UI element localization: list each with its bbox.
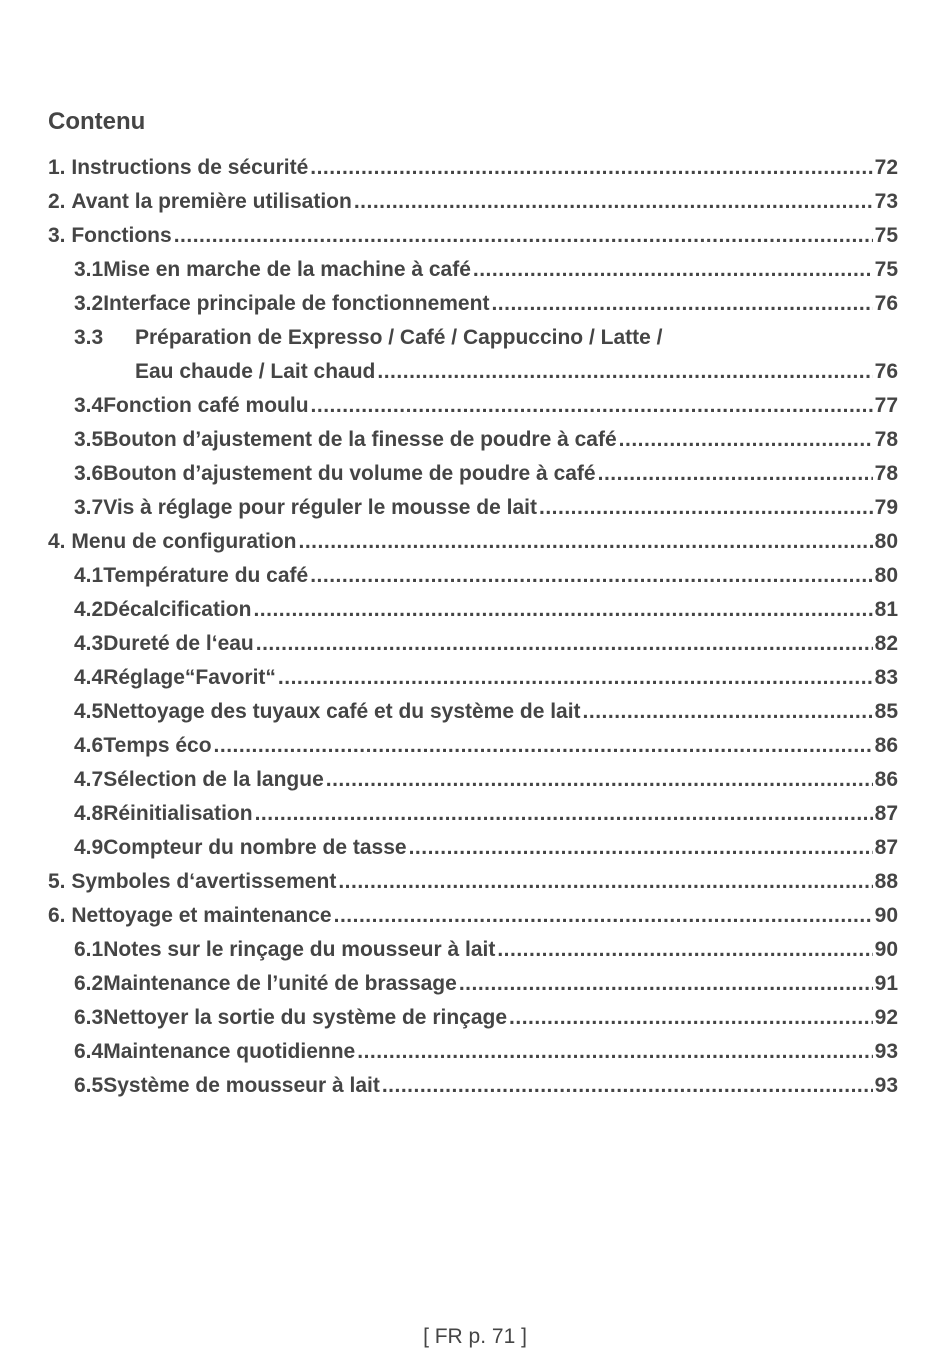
toc-entry-number: 2. — [48, 190, 66, 213]
dot-leader — [338, 870, 872, 894]
toc-entry-title: Préparation de Expresso / Café / Cappuccino / Latte / — [135, 326, 663, 349]
table-of-contents — [48, 156, 898, 1108]
dot-leader — [326, 768, 873, 792]
toc-entry-title: Fonction café moulu — [103, 394, 309, 417]
toc-entry-title: Fonctions — [71, 224, 172, 247]
toc-entry[interactable] — [48, 870, 898, 904]
toc-entry-number: 6.2 — [74, 972, 104, 995]
toc-entry-page: 76 — [874, 360, 898, 383]
toc-entry-number: 3.6 — [74, 462, 104, 485]
toc-entry-title: Décalcification — [103, 598, 252, 621]
dot-leader — [598, 462, 873, 486]
dot-leader — [311, 394, 873, 418]
toc-entry-title: Température du café — [103, 564, 309, 587]
toc-entry-page: 93 — [874, 1040, 898, 1063]
toc-entry-title: Temps éco — [103, 734, 212, 757]
toc-entry[interactable] — [48, 462, 898, 496]
toc-entry[interactable] — [48, 904, 898, 938]
toc-entry-title: Notes sur le rinçage du mousseur à lait — [103, 938, 496, 961]
toc-entry-page: 80 — [874, 530, 898, 553]
toc-entry-number: 6.4 — [74, 1040, 104, 1063]
toc-entry-title: Menu de configuration — [71, 530, 297, 553]
toc-entry-page: 79 — [874, 496, 898, 519]
toc-entry[interactable] — [48, 666, 898, 700]
toc-entry[interactable] — [48, 326, 898, 360]
dot-leader — [334, 904, 873, 928]
dot-leader — [299, 530, 873, 554]
dot-leader — [310, 156, 872, 180]
toc-entry[interactable] — [48, 428, 898, 462]
toc-entry[interactable] — [48, 768, 898, 802]
toc-entry[interactable] — [48, 190, 898, 224]
toc-entry-page: 80 — [874, 564, 898, 587]
toc-entry-number: 3.4 — [74, 394, 104, 417]
toc-entry-number: 6. — [48, 904, 66, 927]
toc-entry-page: 86 — [874, 768, 898, 791]
page-title: Contenu — [48, 108, 146, 135]
toc-entry-title: Nettoyage et maintenance — [71, 904, 332, 927]
toc-entry-page: 81 — [874, 598, 898, 621]
dot-leader — [174, 224, 873, 248]
toc-entry[interactable] — [48, 802, 898, 836]
toc-entry[interactable] — [48, 224, 898, 258]
dot-leader — [354, 190, 873, 214]
toc-entry-page: 83 — [874, 666, 898, 689]
dot-leader — [377, 360, 872, 384]
toc-entry-page: 87 — [874, 802, 898, 825]
toc-entry-title: Bouton d’ajustement de la finesse de poudre à café — [103, 428, 617, 451]
toc-entry-title: Compteur du nombre de tasse — [103, 836, 407, 859]
toc-entry-title: Interface principale de fonctionnement — [103, 292, 490, 315]
toc-entry-title: Dureté de l‘eau — [103, 632, 254, 655]
dot-leader — [357, 1040, 872, 1064]
toc-entry-page: 77 — [874, 394, 898, 417]
toc-entry-number: 6.5 — [74, 1074, 104, 1097]
toc-entry[interactable] — [48, 1006, 898, 1040]
toc-entry-title: Système de mousseur à lait — [103, 1074, 380, 1097]
toc-entry-page: 72 — [874, 156, 898, 179]
dot-leader — [253, 598, 872, 622]
dot-leader — [255, 802, 873, 826]
dot-leader — [619, 428, 873, 452]
toc-entry-number: 3.3 — [74, 326, 104, 349]
toc-entry-number: 3.1 — [74, 258, 104, 281]
toc-entry-title: Réinitialisation — [103, 802, 253, 825]
toc-entry-title: Mise en marche de la machine à café — [103, 258, 471, 281]
toc-entry-title: Nettoyage des tuyaux café et du système de lait — [103, 700, 581, 723]
toc-entry-number: 4.4 — [74, 666, 104, 689]
toc-entry-page: 78 — [874, 428, 898, 451]
toc-entry-number: 3. — [48, 224, 66, 247]
dot-leader — [473, 258, 873, 282]
dot-leader — [583, 700, 873, 724]
toc-entry-number: 4. — [48, 530, 66, 553]
toc-entry-number: 4.7 — [74, 768, 104, 791]
toc-entry-title: Eau chaude / Lait chaud — [135, 360, 376, 383]
toc-entry[interactable] — [48, 632, 898, 666]
toc-entry[interactable] — [48, 1040, 898, 1074]
toc-entry-title: Maintenance de l’unité de brassage — [103, 972, 457, 995]
toc-entry-number: 3.5 — [74, 428, 104, 451]
toc-entry-title: Maintenance quotidienne — [103, 1040, 356, 1063]
toc-entry-title: Symboles d‘avertissement — [71, 870, 337, 893]
toc-entry[interactable] — [48, 938, 898, 972]
dot-leader — [382, 1074, 873, 1098]
toc-entry[interactable] — [48, 598, 898, 632]
toc-entry-title: Nettoyer la sortie du système de rinçage — [103, 1006, 508, 1029]
toc-entry-page: 93 — [874, 1074, 898, 1097]
page-footer: [ FR p. 71 ] — [423, 1325, 527, 1348]
toc-entry[interactable] — [48, 156, 898, 190]
toc-entry[interactable] — [48, 258, 898, 292]
toc-entry-page: 86 — [874, 734, 898, 757]
toc-entry-page: 88 — [874, 870, 898, 893]
dot-leader — [278, 666, 873, 690]
toc-entry-number: 6.1 — [74, 938, 104, 961]
toc-entry-page: 73 — [874, 190, 898, 213]
toc-entry-page: 78 — [874, 462, 898, 485]
toc-entry-page: 90 — [874, 938, 898, 961]
toc-entry-number: 4.8 — [74, 802, 104, 825]
dot-leader — [497, 938, 872, 962]
toc-entry-number: 4.6 — [74, 734, 104, 757]
dot-leader — [256, 632, 873, 656]
toc-entry-number: 4.1 — [74, 564, 104, 587]
toc-entry-number: 3.7 — [74, 496, 104, 519]
toc-entry-page: 91 — [874, 972, 898, 995]
toc-entry-number: 4.5 — [74, 700, 104, 723]
toc-entry[interactable] — [48, 496, 898, 530]
toc-entry[interactable] — [48, 1074, 898, 1108]
toc-entry-title: Instructions de sécurité — [71, 156, 309, 179]
toc-entry-number: 1. — [48, 156, 66, 179]
toc-entry-page: 85 — [874, 700, 898, 723]
toc-entry[interactable] — [48, 394, 898, 428]
dot-leader — [509, 1006, 873, 1030]
toc-entry-page: 75 — [874, 224, 898, 247]
toc-entry-page: 90 — [874, 904, 898, 927]
toc-entry-title: Avant la première utilisation — [71, 190, 352, 213]
toc-entry[interactable] — [48, 360, 898, 394]
toc-entry[interactable] — [48, 700, 898, 734]
dot-leader — [310, 564, 872, 588]
dot-leader — [214, 734, 873, 758]
toc-entry-number: 5. — [48, 870, 66, 893]
toc-entry[interactable] — [48, 734, 898, 768]
toc-entry-page: 76 — [874, 292, 898, 315]
toc-entry-page: 87 — [874, 836, 898, 859]
toc-entry-page: 82 — [874, 632, 898, 655]
toc-entry[interactable] — [48, 836, 898, 870]
toc-entry-title: Réglage“Favorit“ — [103, 666, 276, 689]
dot-leader — [539, 496, 873, 520]
toc-entry-number: 3.2 — [74, 292, 104, 315]
toc-entry-number: 4.2 — [74, 598, 104, 621]
toc-entry[interactable] — [48, 564, 898, 598]
toc-entry-page: 75 — [874, 258, 898, 281]
dot-leader — [459, 972, 873, 996]
toc-entry-number: 4.9 — [74, 836, 104, 859]
toc-entry-title: Sélection de la langue — [103, 768, 324, 791]
toc-entry-number: 6.3 — [74, 1006, 104, 1029]
toc-entry[interactable] — [48, 972, 898, 1006]
toc-entry[interactable] — [48, 292, 898, 326]
dot-leader — [409, 836, 873, 860]
toc-entry-page: 92 — [874, 1006, 898, 1029]
toc-entry-title: Vis à réglage pour réguler le mousse de lait — [103, 496, 537, 519]
toc-entry-title: Bouton d’ajustement du volume de poudre à café — [103, 462, 596, 485]
toc-entry-number: 4.3 — [74, 632, 104, 655]
toc-entry[interactable] — [48, 530, 898, 564]
dot-leader — [491, 292, 872, 316]
